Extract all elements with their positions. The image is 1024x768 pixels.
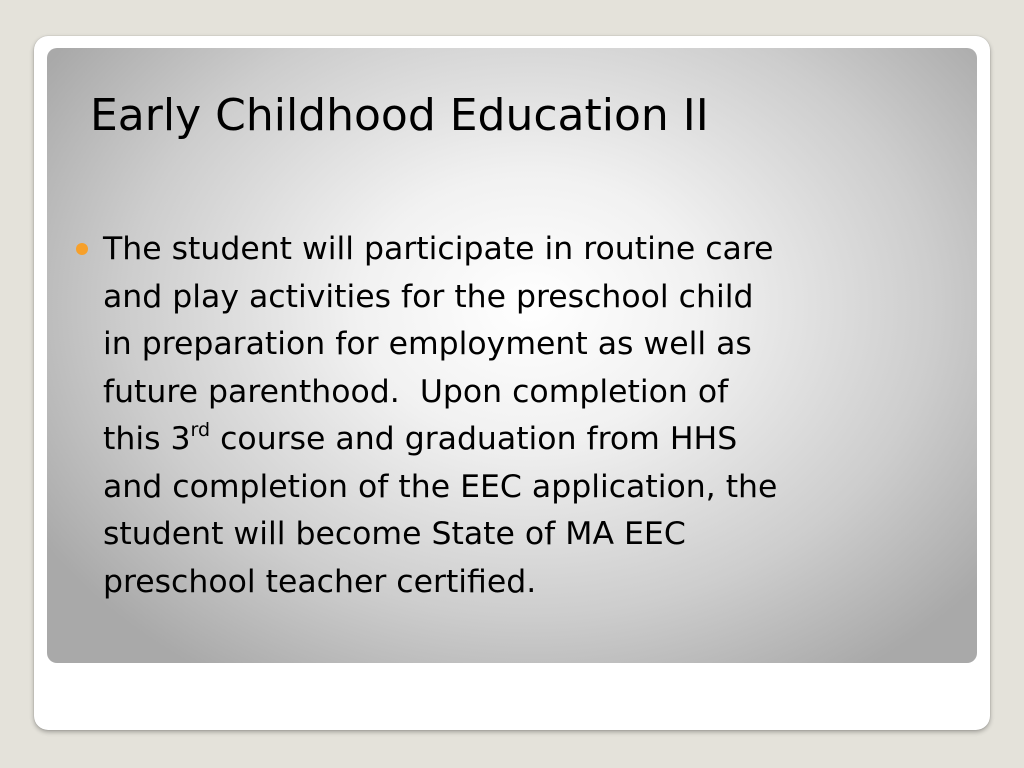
content-panel	[47, 48, 977, 663]
slide-card	[34, 36, 990, 730]
slide-title: Early Childhood Education II	[90, 90, 709, 141]
bullet-line-5-start: this 3	[103, 421, 191, 457]
bullet-line-6: and completion of the EEC application, the	[103, 468, 778, 505]
bullet-dot-icon	[76, 243, 88, 255]
bullet-line-1: The student will participate in routine care	[103, 231, 774, 267]
bullet-line-8: preschool teacher certified.	[103, 563, 537, 600]
bullet-line-7: student will become State of MA EEC	[103, 516, 686, 552]
bullet-line-2: and play activities for the preschool child	[103, 278, 754, 315]
bullet-list	[73, 226, 963, 606]
ordinal-superscript: rd	[190, 419, 211, 441]
bullet-line-5-end: course and graduation from HHS	[210, 421, 738, 457]
bullet-line-3: in preparation for employment as well as	[103, 326, 752, 362]
bullet-text	[103, 226, 963, 606]
bullet-line-4: future parenthood. Upon completion of	[103, 373, 729, 410]
